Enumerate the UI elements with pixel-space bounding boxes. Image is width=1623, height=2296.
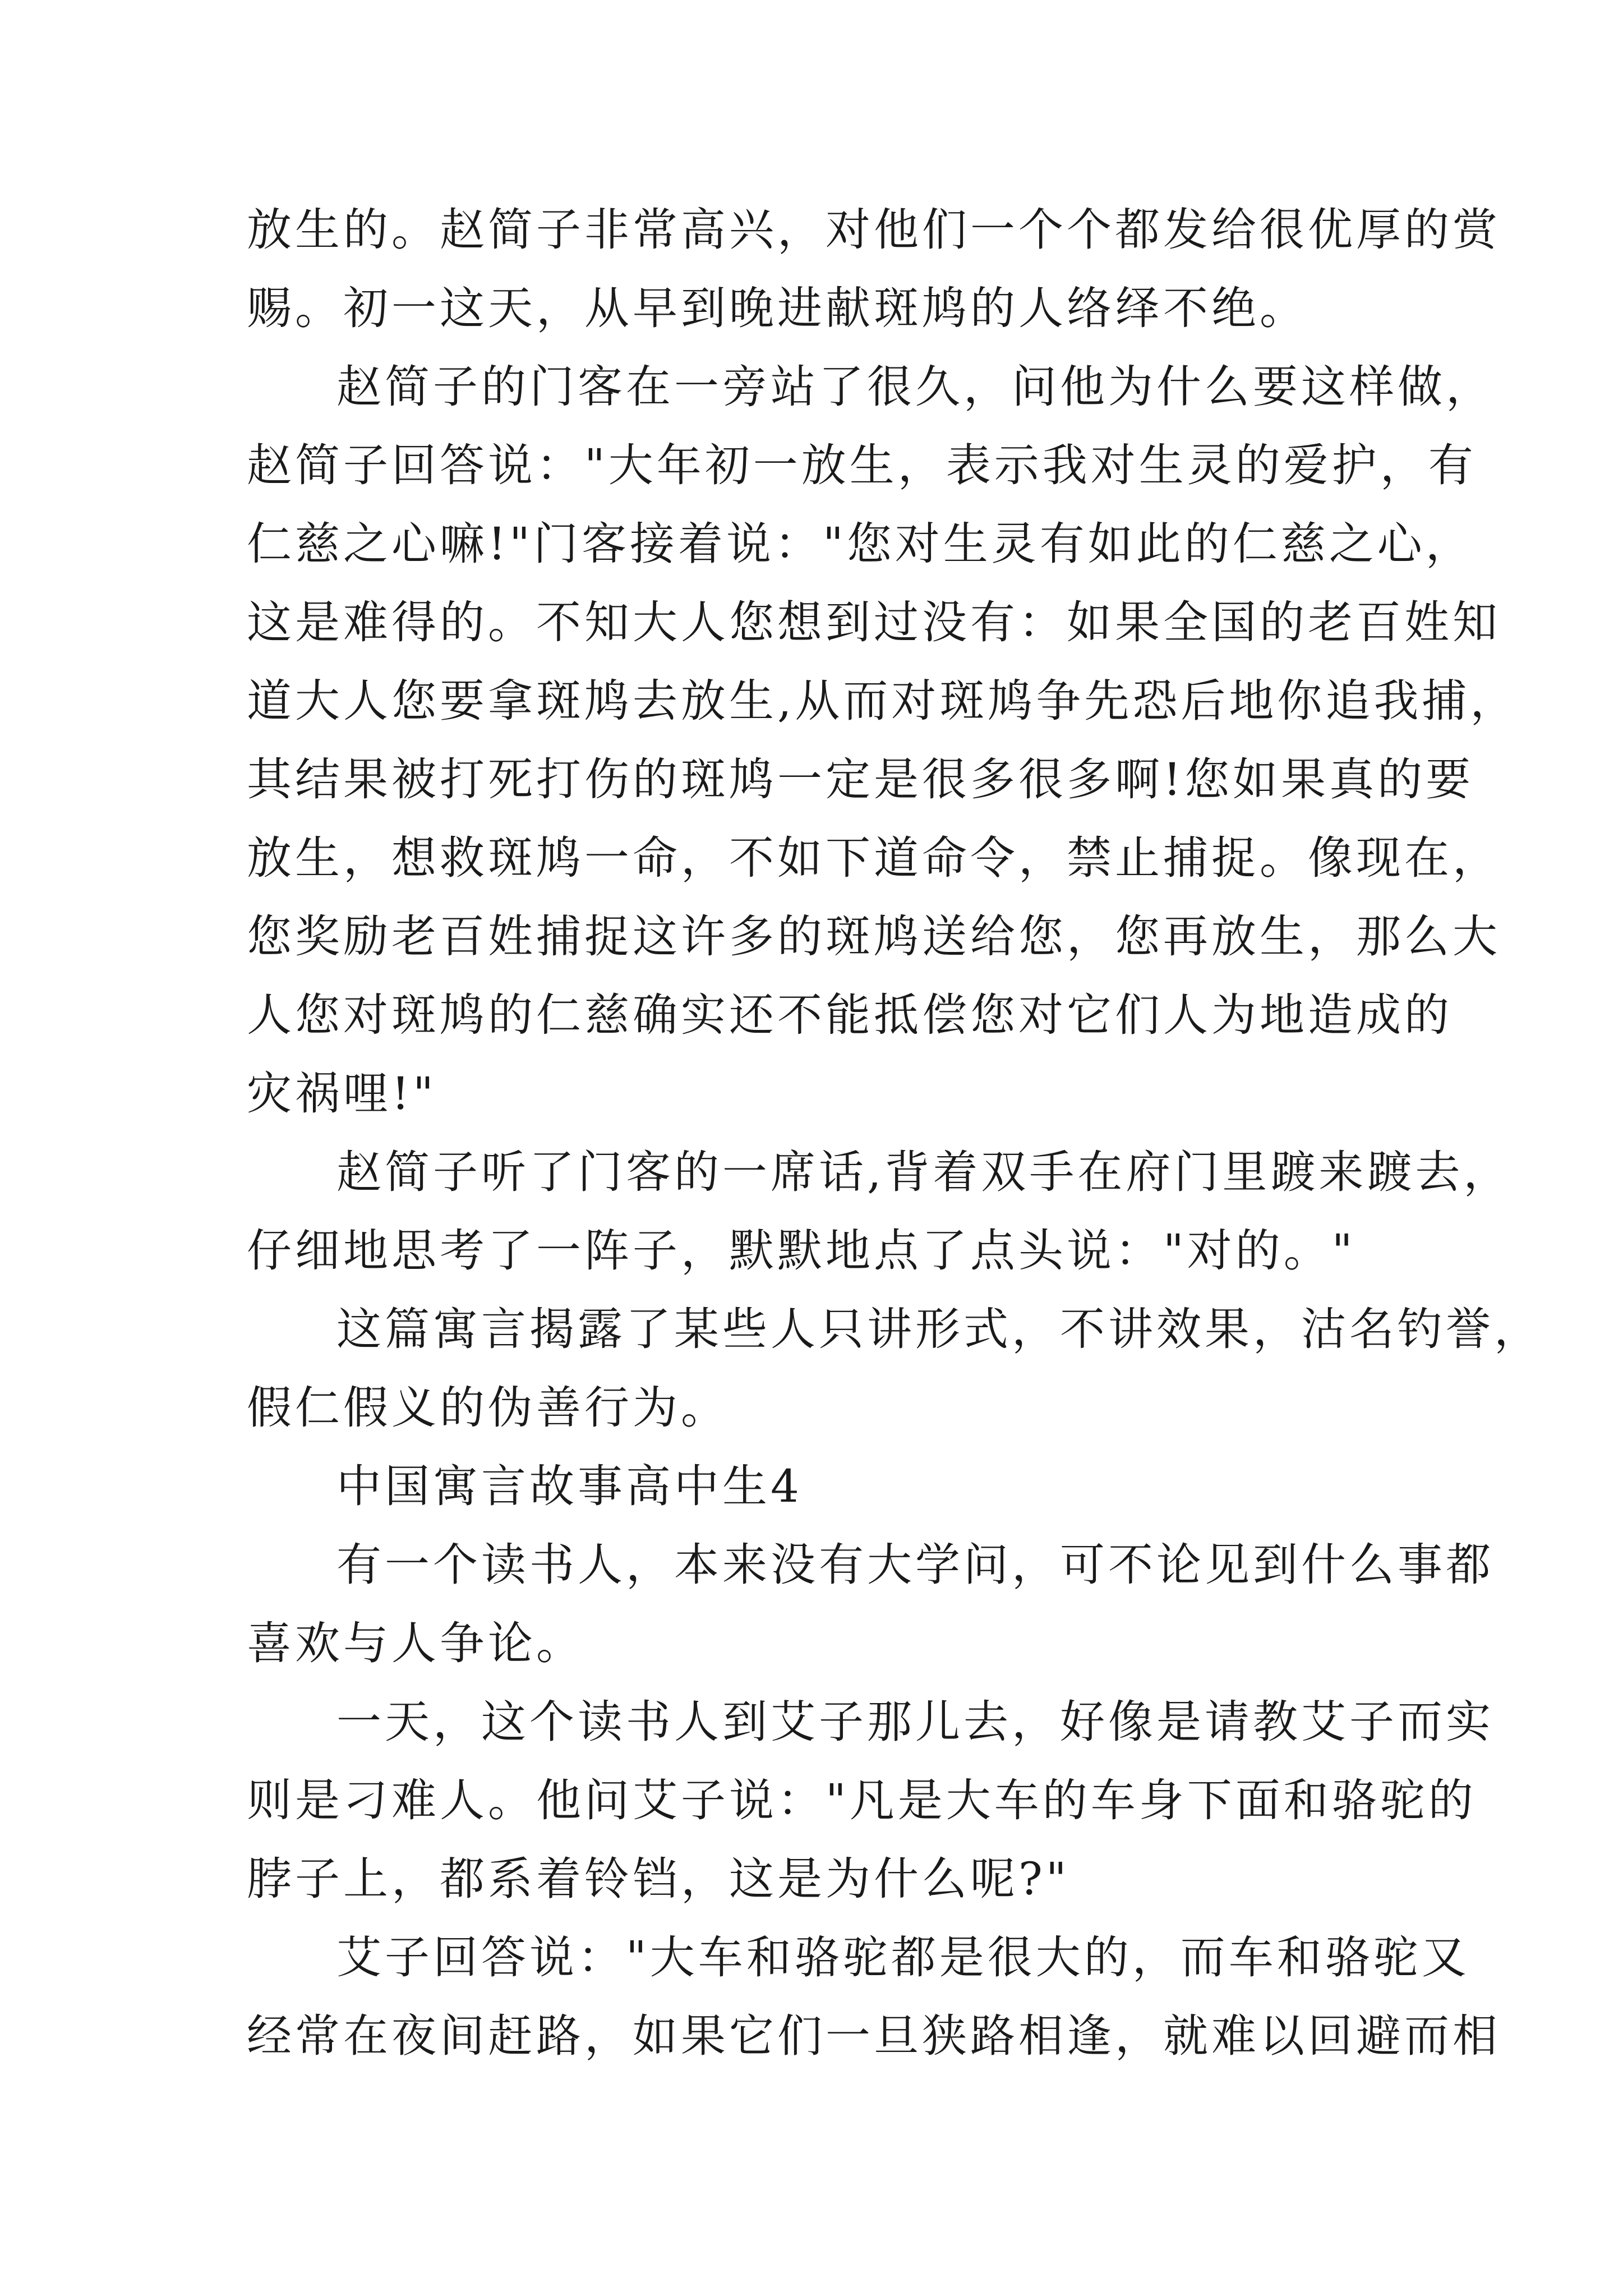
text-line: 一天，这个读书人到艾子那儿去，好像是请教艾子而实 (336, 1696, 1494, 1748)
text-line: 灾祸哩!" (247, 1068, 437, 1120)
text-line: 仁慈之心嘛!"门客接着说："您对生灵有如此的仁慈之心， (247, 518, 1474, 570)
text-line: 则是刁难人。他问艾子说："凡是大车的车身下面和骆驼的 (247, 1774, 1477, 1826)
text-line: 道大人您要拿斑鸠去放生,从而对斑鸠争先恐后地你追我捕， (247, 675, 1519, 727)
text-line: 您奖励老百姓捕捉这许多的斑鸠送给您，您再放生，那么大 (247, 910, 1501, 963)
text-line: 这是难得的。不知大人您想到过没有：如果全国的老百姓知 (247, 596, 1501, 648)
text-line: 脖子上，都系着铃铛，这是为什么呢?" (247, 1853, 1070, 1905)
text-line: 有一个读书人，本来没有大学问，可不论见到什么事都 (336, 1539, 1494, 1591)
text-line: 赵简子的门客在一旁站了很久，问他为什么要这样做， (336, 361, 1494, 413)
text-line: 放生的。赵简子非常高兴，对他们一个个都发给很优厚的赏 (247, 204, 1501, 256)
text-line: 赐。初一这天，从早到晚进献斑鸠的人络绎不绝。 (247, 282, 1308, 334)
text-line: 人您对斑鸠的仁慈确实还不能抵偿您对它们人为地造成的 (247, 989, 1453, 1041)
text-line: 假仁假义的伪善行为。 (247, 1382, 729, 1434)
text-line: 艾子回答说："大车和骆驼都是很大的，而车和骆驼又 (336, 1931, 1470, 1984)
text-line: 放生，想救斑鸠一命，不如下道命令，禁止捕捉。像现在， (247, 832, 1501, 884)
text-line: 经常在夜间赶路，如果它们一旦狭路相逢，就难以回避而相 (247, 2010, 1501, 2062)
text-line: 赵简子回答说："大年初一放生，表示我对生灵的爱护，有 (247, 439, 1477, 491)
section-heading: 中国寓言故事高中生4 (336, 1460, 803, 1512)
text-line: 仔细地思考了一阵子，默默地点了点头说："对的。" (247, 1225, 1356, 1277)
text-line: 赵简子听了门客的一席话,背着双手在府门里踱来踱去， (336, 1146, 1512, 1198)
text-line: 其结果被打死打伤的斑鸠一定是很多很多啊!您如果真的要 (247, 753, 1474, 806)
text-line: 喜欢与人争论。 (247, 1617, 584, 1669)
text-line: 这篇寓言揭露了某些人只讲形式，不讲效果，沽名钓誉， (336, 1303, 1542, 1355)
